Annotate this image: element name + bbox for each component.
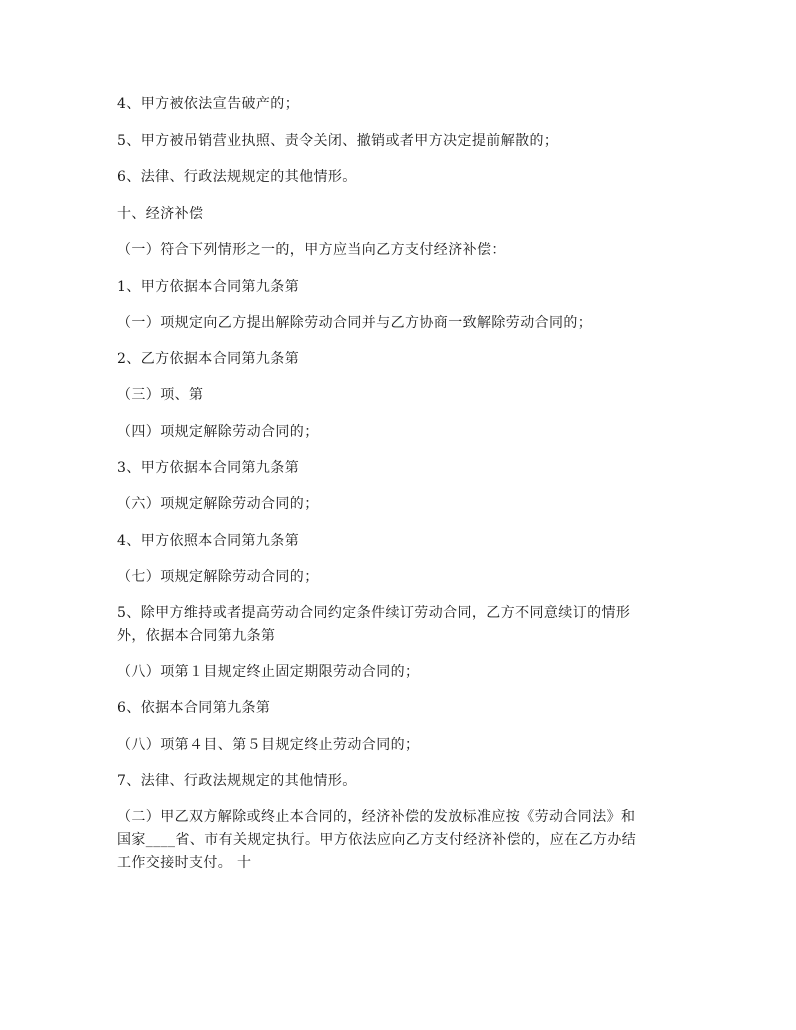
- clause-line: （三）项、第: [117, 387, 204, 403]
- clause-line: 6、法律、行政法规规定的其他情形。: [117, 169, 357, 185]
- clause-line: 工作交接时支付。 十: [117, 855, 252, 871]
- clause-line: 5、甲方被吊销营业执照、责令关闭、撤销或者甲方决定提前解散的；: [117, 133, 559, 149]
- clause-line: （七）项规定解除劳动合同的；: [117, 569, 319, 585]
- clause-line: 2、乙方依据本合同第九条第: [117, 351, 300, 367]
- clause-line: （一）符合下列情形之一的，甲方应当向乙方支付经济补偿：: [117, 242, 506, 258]
- clause-line: 3、甲方依据本合同第九条第: [117, 460, 300, 476]
- clause-line: 7、法律、行政法规规定的其他情形。: [117, 773, 357, 789]
- clause-line: 5、除甲方维持或者提高劳动合同约定条件续订劳动合同，乙方不同意续订的情形: [117, 605, 631, 621]
- clause-line: 国家____省、市有关规定执行。甲方依法应向乙方支付经济补偿的，应在乙方办结: [117, 832, 637, 848]
- clause-line: 外，依据本合同第九条第: [117, 628, 276, 644]
- clause-line: 6、依据本合同第九条第: [117, 700, 271, 716]
- clause-line: （八）项第４目、第５目规定终止劳动合同的；: [117, 737, 420, 753]
- section-heading: 十、经济补偿: [117, 206, 204, 222]
- clause-line: （四）项规定解除劳动合同的；: [117, 424, 319, 440]
- clause-line: 1、甲方依据本合同第九条第: [117, 279, 300, 295]
- clause-line: （一）项规定向乙方提出解除劳动合同并与乙方协商一致解除劳动合同的；: [117, 315, 593, 331]
- clause-line: （二）甲乙双方解除或终止本合同的，经济补偿的发放标准应按《劳动合同法》和: [117, 809, 636, 825]
- clause-line: （八）项第１目规定终止固定期限劳动合同的；: [117, 664, 420, 680]
- clause-line: 4、甲方依照本合同第九条第: [117, 533, 300, 549]
- clause-line: （六）项规定解除劳动合同的；: [117, 496, 319, 512]
- clause-line: 4、甲方被依法宣告破产的；: [117, 96, 300, 112]
